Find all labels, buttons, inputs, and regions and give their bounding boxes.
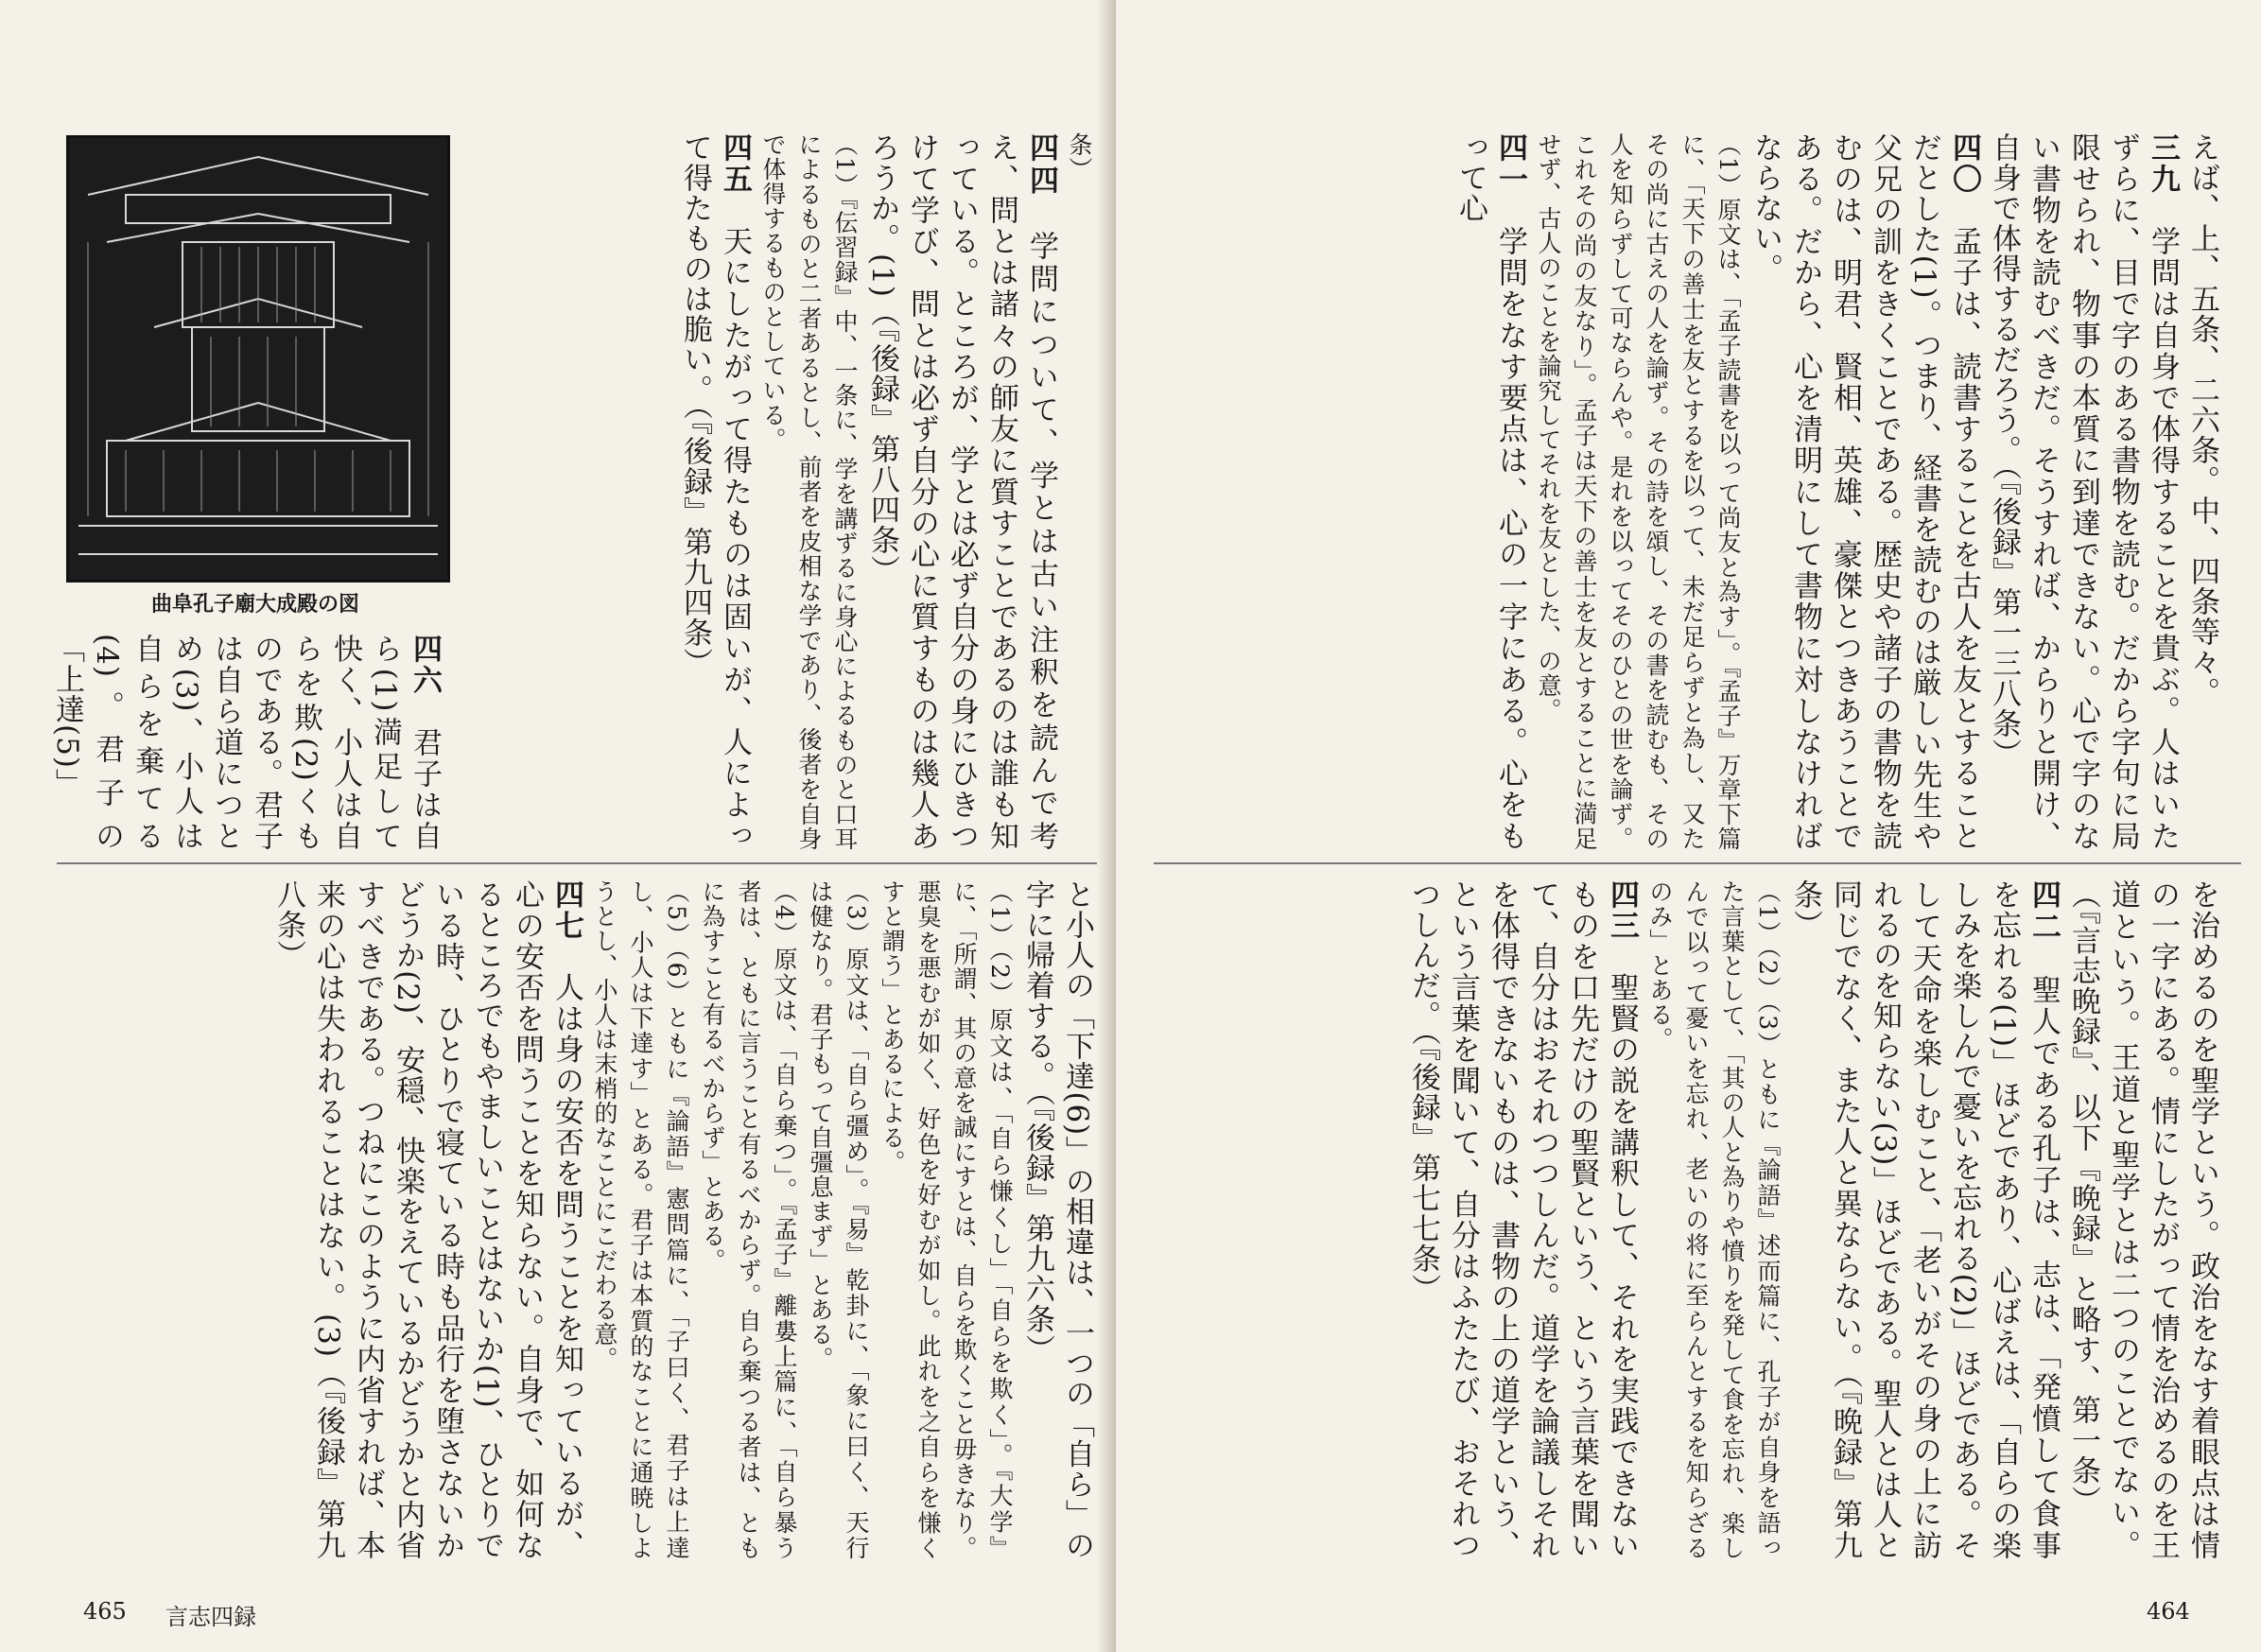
paragraph-text: を治めるのを聖学という。政治をなす着眼点は情の一字にある。情にしたがって情を治めるのを王道という。王道と聖学とは二つのことでない。（『言志晩録』、以下『晩録』と略す、第一条） [2066,879,2219,1560]
paragraph-text: 聖賢の説を講釈して、それを実践できないものを口先だけの聖賢という、という言葉を聞いて、自分はおそれつつしんだ。道学を論議しそれを体得できないものは、書物の上の道学という、という言葉を聞いて、自分はふたたび、おそれつつしんだ。（『後録』第七七条） [1406,879,1639,1561]
paragraph-text: 学問をなす要点は、心の一字にある。心をもって心 [1453,132,1527,852]
left-page [0,0,1108,1652]
entry-paragraph [2183,132,2222,851]
entry-number: 四七 [549,879,583,942]
paragraph-text: （1）原文は、「孟子読書を以って尚友と為す」。『孟子』万章下篇に、「天下の善士を友とするを以って、未だ足らずと為し、又たその尚に古えの人を論ず。その詩を頌し、その書を読むも、その人を知らずして可ならんや。是れを以ってそのひとの世を論ず。これその尚の友なり」。孟子は天下の善士を友とすることに満足せず、古人のことを論究してそれを友とした、の意。 [1535,132,1742,852]
entry-paragraph [1403,879,1642,1560]
figure-caption: 曲阜孔子廟大成殿の図 [150,593,359,617]
right-lower-text [1173,879,2222,1560]
left-upper-short-text [50,634,444,851]
paragraph-text: 天にしたがって得たものは固いが、人によって得たものは脆い。（『後録』第九四条） [678,132,752,852]
paragraph-text: （1）（2）（3）ともに『論語』述而篇に、孔子が自身を語った言葉として、「其の人と為りや憤りを発して食を忘れ、楽しんで以って憂いを忘れ、老いの将に至らんとするを知らざるのみ」とある。 [1646,879,1782,1561]
entry-number: 四二 [2026,879,2061,943]
paragraph-text: （1）『伝習録』中、一条に、学を講ずるに身心によるものと口耳によるものと二者あるとし、前者を皮相な学であり、後者を自身で体得するものとしている。 [759,132,859,852]
paragraph-text: 孟子は、読書することを古人を友とすることだとした(1)。つまり、経書を読むのは厳しい先生や父兄の訓をきくことである。歴史や諸子の書物を読むのは、明君、賢相、英雄、豪傑とつきあうことである。だから、心を清明にして書物に対しなければならない。 [1748,132,1981,852]
right-page [1116,0,2261,1652]
entry-number: 三九 [2146,132,2180,196]
entry-number: 四〇 [1947,132,1981,196]
paragraph-text: 人は身の安否を問うことを知っているが、心の安否を問うことを知らない。自身で、如何なるところでもやましいことはないか(1)、ひとりでいる時、ひとりで寝ている時も品行を堕さないかどうか(2)、安穏、快楽をえているかどうかと内省すべきである。つねにこのように内省すれば、本来の心は失われることはない。(3)（『後録』第九八条） [271,879,583,1561]
paragraph-text: 学問について、学とは古い注釈を読んで考え、問とは諸々の師友に質すことであるのは誰も知っている。ところが、学とは必ず自分の身にひきつけて学び、問とは必ず自分の心に質すものは幾人あろうか。(1)（『後録』第八四条） [865,132,1058,852]
paragraph-text: 条） [1066,132,1093,182]
note-paragraph [755,132,862,851]
paragraph-text: 学問は自身で体得することを貴ぶ。人はいたずらに、目で字のある書物を読む。だから字句に局限せられ、物事の本質に到達できない。心で字のない書物を読むべきだ。そうすれば、からりと開け、自身で体得するだろう。（『後録』第一三八条） [1987,132,2180,852]
entry-number: 四四 [1024,132,1058,199]
entry-number: 四三 [1605,879,1639,942]
paragraph-text: （1）（2）原文は、「自ら慊くし」「自らを欺く」。『大学』に、「所謂、其の意を誠にすとは、自らを欺くこと毋きなり。悪臭を悪むが如く、好色を好むが如し。此れを之自らを慊くすと謂う」とあるによる。 [878,879,1014,1561]
entry-paragraph [1785,879,2063,1560]
paragraph-text: （5）（6）ともに『論語』憲問篇に、「子曰く、君子は上達し、小人は下達す」とある。君子は本質的なことに通暁しようとし、小人は末梢的なことにこだわる意。 [591,879,690,1560]
entry-number: 四一 [1493,132,1527,196]
note-paragraph [1061,132,1097,851]
temple-illustration [66,135,450,583]
entry-paragraph [1451,132,1530,851]
note-paragraph [802,879,874,1560]
paragraph-text: （3）原文は、「自ら彊め」。『易』乾卦に、「象に曰く、天行は健なり。君子もって自彊息まず」とある。 [807,879,870,1560]
left-section-divider [57,862,1097,864]
entry-number: 四六 [408,634,442,696]
entry-paragraph [269,879,586,1560]
entry-paragraph [675,132,755,851]
temple-drawing-icon [69,138,447,580]
right-folio: 464 [2147,1598,2190,1625]
entry-paragraph [1746,132,1984,851]
left-upper-text [454,132,1097,851]
entry-paragraph [2063,879,2222,1560]
entry-number: 四五 [718,132,752,196]
note-paragraph [1642,879,1785,1560]
right-upper-text [1173,132,2222,851]
entry-paragraph [1984,132,2183,851]
entry-paragraph [47,634,444,851]
note-paragraph [586,879,694,1560]
paragraph-text: 君子は自ら(1)満足して快く、小人は自らを欺(2)くものである。君子は自ら道につとめ(3)、小人は自らを棄てる(4)。君子の「上達(5)」 [50,634,442,851]
left-folio: 465 [83,1598,127,1625]
right-section-divider [1154,862,2241,864]
running-head: 言志四録 [165,1604,256,1630]
paragraph-text: （4）原文は、「自ら棄つ」。『孟子』離婁上篇に、「自ら暴う者は、ともに言うこと有るべからず。自ら棄つる者は、ともに為すこと有るべからず」とある。 [699,879,798,1560]
paragraph-text: えば、上、五条、二六条。中、四条等々。 [2185,132,2219,707]
entry-paragraph [1017,879,1097,1560]
note-paragraph [1530,132,1746,851]
paragraph-text: 聖人である孔子は、志は、「発憤して食事を忘れる(1)」ほどであり、心ばえは、「自らの楽しみを楽しんで憂いを忘れる(2)」ほどである。そして天命を楽しむこと、「老いがその身の上に訪れるのを知らない(3)」ほどである。聖人とは人と同じでなく、また人と異ならない。（『晩録』第九条） [1788,879,2061,1560]
entry-paragraph [862,132,1061,851]
left-lower-text [66,879,1097,1560]
note-paragraph [874,879,1017,1560]
note-paragraph [694,879,802,1560]
paragraph-text: と小人の「下達(6)」の相違は、一つの「自ら」の字に帰着する。（『後録』第九六条） [1020,879,1094,1560]
